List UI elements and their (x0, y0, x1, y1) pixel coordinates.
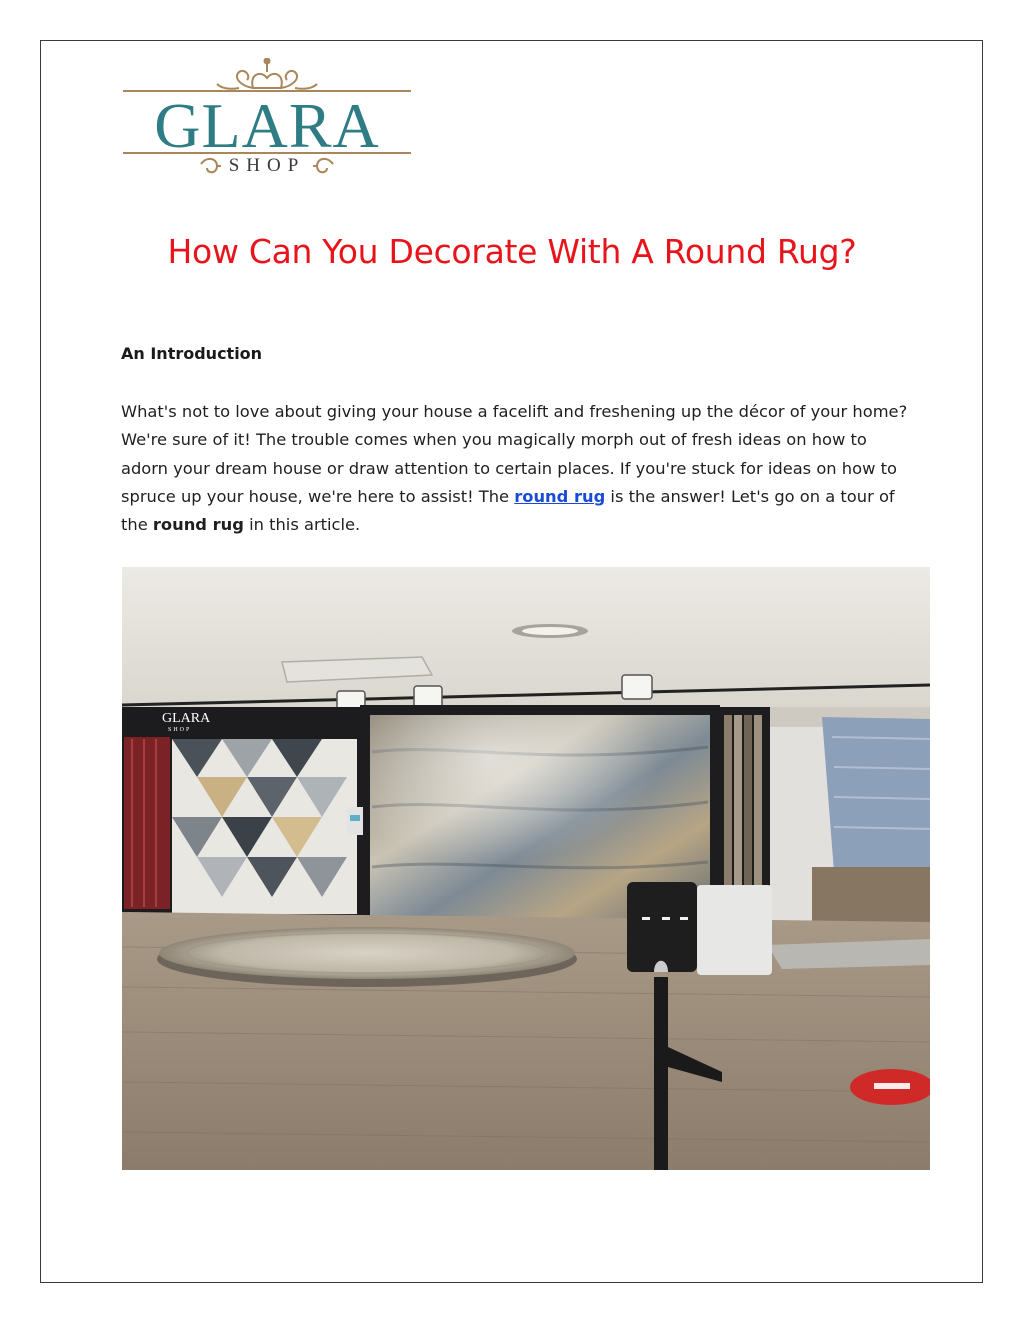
intro-text-part: in this article. (243, 515, 361, 535)
bold-round-rug: round rug (152, 515, 244, 535)
section-heading: An Introduction (121, 344, 263, 363)
intro-paragraph (121, 398, 911, 539)
display-sign-sub: SHOP (168, 727, 192, 733)
geometric-rug (172, 739, 357, 914)
crown-ornament-icon (217, 59, 317, 89)
glara-shop-logo (121, 58, 413, 180)
display-sign: GLARA (162, 711, 211, 726)
intro-text-part: What's not to love about giving your house a facelift and freshening up the décor of your home? We're sure of it! The trouble comes when you magically morph out of fresh ideas on how to adorn your dream house or draw attention to certain places. If you're stuck for ideas on how to spruce up your house, we're here to assist! The (121, 402, 908, 506)
round-rug-link[interactable]: round rug (514, 486, 606, 506)
blue-rug (822, 717, 930, 872)
intro-text-part: is the answer! Let's go on a tour of the (121, 486, 895, 535)
red-rug (124, 737, 170, 909)
article-title: How Can You Decorate With A Round Rug? (167, 232, 857, 271)
showroom-photo (122, 567, 930, 1170)
logo-sub-word: SHOP (228, 155, 306, 176)
round-rug (159, 927, 575, 979)
logo-brand-word: GLARA (154, 90, 380, 161)
ceiling (122, 567, 930, 712)
